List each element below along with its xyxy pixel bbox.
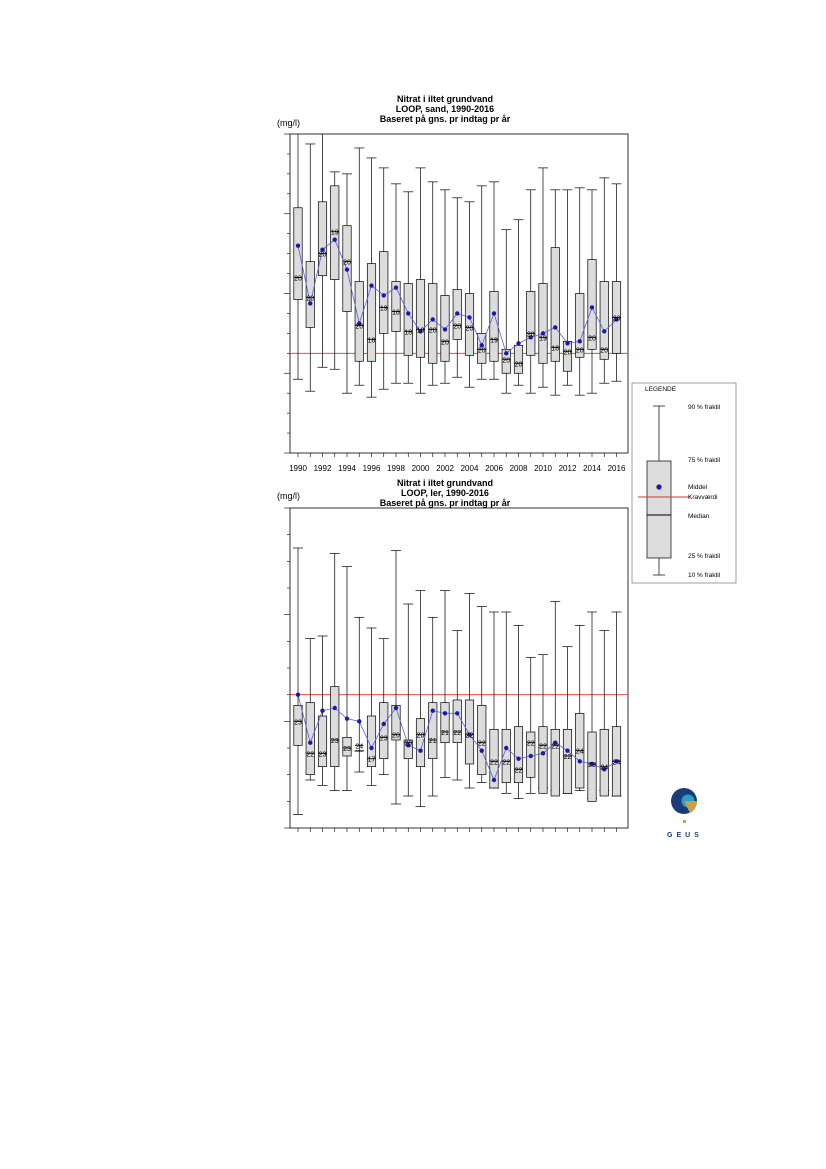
box-1995 (354, 148, 364, 385)
legend-label-mean: Middel (688, 484, 708, 491)
count-label: 22 (490, 759, 498, 767)
box-2016 (612, 184, 622, 381)
chart-ler-title-line-1: Nitrat i iltet grundvand (396, 478, 494, 488)
box-2010 (538, 168, 548, 387)
legend (632, 383, 736, 583)
box-2004 (465, 202, 475, 387)
count-label: 19 (539, 335, 547, 343)
x-tick-label: 1990 (289, 464, 307, 473)
box-iqr (355, 751, 363, 752)
chart-ler-boxes (293, 548, 622, 815)
count-label: 22 (563, 754, 572, 761)
box-2003 (452, 631, 462, 780)
box-1990 (293, 134, 303, 379)
mean-point (492, 778, 496, 782)
mean-point (308, 740, 312, 744)
mean-point (578, 339, 582, 343)
count-label: 20 (588, 335, 596, 343)
mean-point (394, 706, 398, 710)
legend-label-p10: 10 % fraktil (688, 572, 721, 579)
box-iqr (367, 264, 375, 362)
box-1990 (293, 548, 303, 815)
mean-point (296, 243, 300, 247)
box-iqr (563, 729, 571, 793)
chart-ler-y-ticks (284, 508, 290, 828)
count-label: 22 (502, 759, 511, 767)
box-2016 (612, 612, 622, 796)
legend-title: LEGENDE (645, 386, 677, 393)
box-1993 (330, 172, 340, 369)
count-label: 22 (526, 740, 535, 748)
mean-point (443, 711, 447, 715)
count-label: 21 (428, 738, 437, 745)
mean-point (492, 311, 496, 315)
box-2013 (575, 188, 585, 395)
count-label: 23 (343, 746, 351, 753)
mean-point (504, 746, 508, 750)
count-label: 19 (379, 305, 388, 313)
count-label: 20 (612, 315, 621, 323)
box-1999 (403, 604, 413, 796)
box-2011 (550, 190, 560, 395)
x-tick-label: 2014 (583, 464, 601, 473)
box-1994 (342, 567, 352, 791)
count-label: 20 (502, 357, 511, 365)
x-tick-label: 2002 (436, 464, 454, 473)
count-label: 20 (477, 347, 486, 355)
mean-point (345, 716, 349, 720)
chart-sand-x-ticks (298, 453, 617, 457)
count-label: 18 (404, 329, 413, 337)
box-2010 (538, 655, 548, 794)
mean-point (529, 754, 533, 758)
box-2012 (563, 647, 573, 794)
legend-label-p25: 25 % fraktil (688, 553, 721, 560)
count-label: 18 (551, 345, 560, 353)
box-iqr (416, 280, 424, 358)
count-label: 23 (588, 762, 596, 769)
box-iqr (416, 719, 424, 767)
count-label: 18 (367, 337, 376, 345)
count-label: 22 (477, 740, 486, 748)
mean-point (431, 317, 435, 321)
legend-label-threshold: Kravværdi (688, 494, 718, 501)
legend-label-p90: 90 % fraktil (688, 404, 721, 411)
mean-point (578, 759, 582, 763)
count-label: 18 (416, 327, 425, 335)
box-iqr (306, 262, 314, 328)
geus-logo-text: GEUS (667, 832, 703, 839)
count-label: 22 (514, 767, 523, 775)
box-iqr (294, 208, 302, 300)
chart-sand-title-line-2: LOOP, sand, 1990-2016 (395, 104, 495, 114)
box-iqr (551, 729, 559, 796)
box-2007 (501, 230, 511, 393)
mean-point (541, 751, 545, 755)
box-iqr (318, 202, 326, 276)
count-label: 23 (294, 719, 302, 727)
mean-point (467, 315, 471, 319)
x-tick-label: 2016 (607, 464, 626, 473)
count-label: 18 (392, 309, 400, 317)
legend-mean-dot (656, 484, 661, 489)
box-iqr (380, 703, 388, 759)
x-tick-label: 2008 (509, 464, 528, 473)
count-label: 20 (453, 323, 462, 331)
box-iqr (380, 252, 388, 334)
x-tick-label: 2000 (411, 464, 430, 473)
box-2001 (428, 182, 438, 385)
box-iqr (404, 284, 412, 356)
box-2002 (440, 591, 450, 778)
mean-point (516, 756, 520, 760)
mean-point (394, 285, 398, 289)
box-iqr (331, 687, 339, 767)
count-label: 20 (526, 331, 535, 339)
count-label: 20 (355, 323, 364, 331)
box-2000 (416, 591, 426, 807)
chart-ler-title-line-3: Baseret på gns. pr indtag pr år (379, 498, 511, 508)
legend-box (647, 461, 671, 558)
mean-point (406, 311, 410, 315)
x-tick-label: 1996 (362, 464, 381, 473)
box-2000 (416, 168, 426, 393)
crown-icon (683, 820, 686, 823)
count-label: 19 (490, 337, 498, 345)
count-label: 22 (551, 743, 560, 751)
mean-point (553, 325, 557, 329)
count-label: 20 (441, 339, 449, 347)
count-label: 17 (367, 756, 376, 764)
chart-ler-unit-label: (mg/l) (277, 491, 300, 501)
count-label: 20 (600, 347, 609, 355)
count-label: 22 (465, 732, 474, 740)
chart-sand-title-line-3: Baseret på gns. pr indtag pr år (379, 114, 511, 124)
x-tick-label: 2010 (534, 464, 552, 473)
count-label: 24 (355, 743, 364, 751)
box-2002 (440, 190, 450, 383)
box-iqr (539, 284, 547, 364)
count-label: 20 (392, 732, 400, 740)
chart-sand-title-line-1: Nitrat i iltet grundvand (396, 94, 494, 104)
count-label: 22 (306, 751, 315, 759)
count-label: 23 (318, 751, 327, 759)
box-2006 (489, 182, 499, 379)
mean-point (431, 708, 435, 712)
box-1997 (379, 639, 389, 775)
mean-point (369, 283, 373, 287)
box-iqr (318, 716, 326, 767)
box-2014 (587, 190, 597, 393)
geus-logo (667, 788, 703, 839)
count-label: 20 (575, 347, 584, 355)
box-2003 (452, 198, 462, 377)
box-2001 (428, 617, 438, 796)
count-label: 20 (294, 275, 302, 283)
x-tick-label: 2004 (460, 464, 479, 473)
mean-point (602, 329, 606, 333)
count-label: 24 (600, 764, 609, 772)
count-label: 22 (453, 730, 462, 737)
count-label: 21 (441, 730, 449, 737)
legend-label-median: Median (688, 513, 710, 520)
geus-logo-icon (671, 788, 697, 823)
mean-point (455, 311, 459, 315)
mean-point (369, 746, 373, 750)
count-label: 20 (465, 325, 474, 333)
count-label: 20 (428, 327, 437, 335)
box-iqr (429, 284, 437, 364)
mean-point (345, 267, 349, 271)
chart-sand-y-ticks (284, 134, 290, 453)
box-2009 (526, 190, 536, 393)
count-label: 20 (404, 740, 413, 748)
mean-point (504, 351, 508, 355)
x-tick-label: 1992 (313, 464, 332, 473)
box-iqr (539, 727, 547, 794)
box-1998 (391, 551, 401, 804)
chart-sand-unit-label: (mg/l) (277, 118, 300, 128)
count-label: 20 (563, 349, 572, 357)
x-tick-label: 1994 (338, 464, 356, 473)
box-1993 (330, 553, 340, 790)
mean-point (320, 708, 324, 712)
mean-point (516, 341, 520, 345)
chart-ler-x-ticks (298, 828, 617, 832)
mean-point (357, 719, 361, 723)
count-label: 23 (379, 735, 388, 743)
mean-point (333, 237, 337, 241)
box-iqr (551, 248, 559, 362)
count-label: 20 (306, 295, 315, 303)
box-1991 (305, 639, 315, 780)
mean-point (333, 706, 337, 710)
box-iqr (514, 345, 522, 373)
mean-point (443, 327, 447, 331)
x-tick-label: 1998 (387, 464, 405, 473)
box-iqr (600, 729, 608, 796)
count-label: 20 (514, 361, 523, 369)
chart-ler-title-line-2: LOOP, ler, 1990-2016 (401, 488, 489, 498)
mean-point (382, 722, 386, 726)
count-label: 19 (330, 229, 339, 237)
count-label: 24 (612, 759, 621, 767)
box-1997 (379, 168, 389, 389)
box-2014 (587, 612, 597, 801)
box-1991 (305, 144, 315, 391)
count-label: 20 (318, 251, 327, 259)
mean-point (382, 293, 386, 297)
mean-point (565, 341, 569, 345)
box-2013 (575, 625, 585, 790)
x-tick-label: 2006 (485, 464, 503, 473)
x-tick-label: 2012 (558, 464, 577, 473)
box-iqr (527, 292, 535, 356)
mean-point (565, 748, 569, 752)
mean-point (418, 748, 422, 752)
chart-sand (277, 94, 628, 473)
box-1999 (403, 192, 413, 383)
box-2009 (526, 657, 536, 793)
mean-point (590, 305, 594, 309)
count-label: 24 (575, 748, 584, 756)
mean-point (296, 692, 300, 696)
count-label: 23 (330, 738, 339, 745)
chart-ler (277, 478, 628, 832)
count-label: 20 (416, 732, 425, 740)
box-iqr (306, 703, 314, 775)
box-iqr (490, 292, 498, 362)
box-2011 (550, 601, 560, 796)
box-2004 (465, 593, 475, 788)
count-label: 20 (343, 259, 351, 267)
box-1996 (367, 158, 377, 397)
count-label: 22 (539, 743, 547, 751)
mean-point (480, 748, 484, 752)
mean-point (455, 711, 459, 715)
legend-label-p75: 75 % fraktil (688, 457, 721, 464)
